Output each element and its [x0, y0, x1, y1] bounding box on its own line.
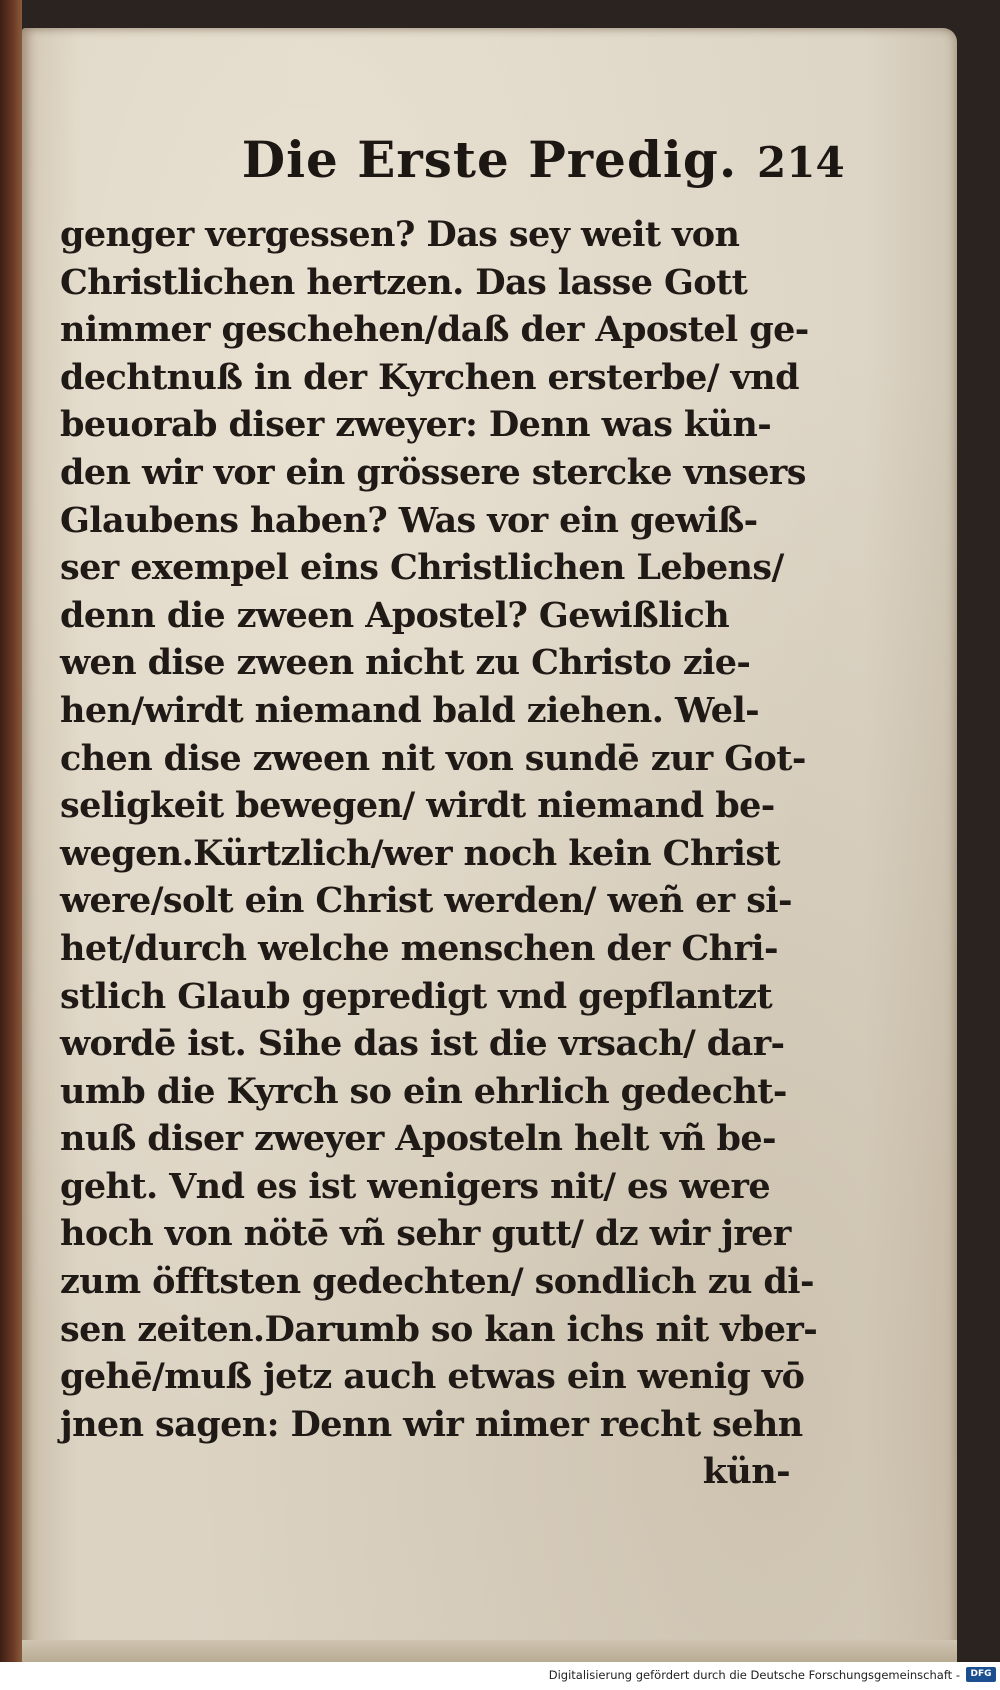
- text-line: genger vergessen? Das sey weit von: [60, 214, 740, 255]
- text-line: nimmer geschehen/daß der Apostel ge-: [60, 309, 809, 351]
- text-line: geht. Vnd es ist wenigers nit/ es were: [60, 1165, 771, 1207]
- text-line: jnen sagen: Denn wir nimer recht sehn: [60, 1403, 803, 1445]
- running-head: Die Erste Predig.: [241, 130, 738, 189]
- page-bottom-edge: [22, 1640, 957, 1662]
- text-line: chen dise zween nit von sundē zur Got-: [60, 737, 806, 779]
- folio-number: 214: [757, 138, 845, 187]
- text-line: umb die Kyrch so ein ehrlich gedecht-: [60, 1070, 787, 1112]
- text-line: denn die zween Apostel? Gewißlich: [60, 594, 730, 636]
- book-edge: [0, 0, 22, 1662]
- dfg-logo: DFG: [966, 1667, 996, 1682]
- text-line: ser exempel eins Christlichen Lebens/: [60, 547, 784, 589]
- text-block: [60, 211, 818, 1496]
- text-line: zum öfftsten gedechten/ sondlich zu di-: [60, 1261, 814, 1303]
- text-line: hoch von nötē vñ sehr gutt/ dz wir jrer: [60, 1213, 791, 1255]
- text-line: gehē/muß jetz auch etwas ein wenig vō: [60, 1356, 805, 1398]
- text-line: beuorab diser zweyer: Denn was kün-: [60, 404, 772, 446]
- text-line: wegen.Kürtzlich/wer noch kein Christ: [60, 832, 780, 874]
- text-line: wen dise zween nicht zu Christo zie-: [60, 642, 751, 684]
- catchword: kün-: [702, 1451, 790, 1493]
- footer-bar: [0, 1662, 1000, 1690]
- text-line: dechtnuß in der Kyrchen ersterbe/ vnd: [60, 356, 799, 398]
- text-line: were/solt ein Christ werden/ weñ er si-: [60, 880, 792, 922]
- text-line: het/durch welche menschen der Chri-: [60, 927, 778, 969]
- book-page: [22, 28, 957, 1650]
- funding-note: Digitalisierung gefördert durch die Deutsche Forschungsgemeinschaft -: [548, 1668, 960, 1682]
- text-line: Glaubens haben? Was vor ein gewiß-: [60, 499, 758, 541]
- text-line: nuß diser zweyer Aposteln helt vñ be-: [60, 1118, 776, 1160]
- text-line: stlich Glaub gepredigt vnd gepflantzt: [60, 975, 773, 1017]
- text-line: hen/wirdt niemand bald ziehen. Wel-: [60, 689, 760, 731]
- text-line: sen zeiten.Darumb so kan ichs nit vber-: [60, 1308, 818, 1350]
- text-line: wordē ist. Sihe das ist die vrsach/ dar-: [60, 1023, 785, 1065]
- text-line: Christlichen hertzen. Das lasse Gott: [60, 261, 748, 303]
- text-line: den wir vor ein grössere stercke vnsers: [60, 451, 806, 493]
- text-line: seligkeit bewegen/ wirdt niemand be-: [60, 785, 775, 827]
